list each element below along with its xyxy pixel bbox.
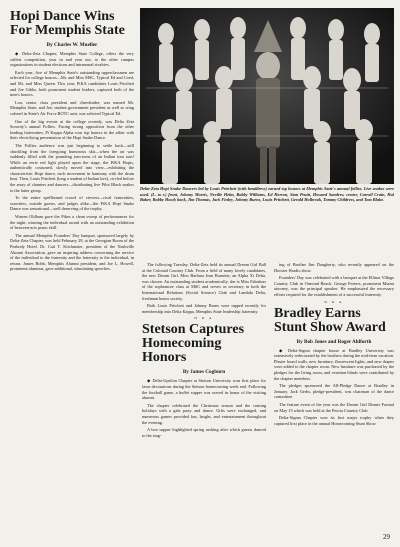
article-stetson-paragraph: ◆ Delta-Upsilon Chapter at Stetson University won first place for lawn decorations during the Stetson homecoming week end. Following the football game, a buffet supper was served in honor of the visiting alumni. [142, 378, 266, 401]
article-hopi-paragraph: Each year, five of Memphis State's outstanding upperclassmen are selected for college honors—Mr. and Miss MSC, Typical Ed and Coed, and Mr. and Miss Queen. This year, PiKA candidates Louis Pritchett and Joe Gibbs, both prominent student leaders, captured both of the men's honors. [10, 69, 134, 98]
article-hopi-paragraph: Warren Oldham gave the Pikes a clean sweep of performances for the night, winning the individual award with an outstanding exhibition of between-acts piano skill. [10, 214, 134, 231]
article-hopi-continued-paragraph: The following Tuesday, Delta-Zeta held its annual Dream Girl Ball at the Colonial Country Club. From a field of many lovely candidates, the new Dream Girl, Miss Barbara Jean Burnette, an Alpha Xi Delta, was chosen. An outstanding student academically, she is Miss Fabulous of the sophomore class at MSC and serves as secretary in both the International Relations (Social Science) Club and Lambda Delta, freshman honor society. [142, 262, 266, 301]
article-bradley-headline: Bradley Earns Stunt Show Award [274, 305, 386, 335]
article-stetson-paragraph: The chapter celebrated the Christmas season and the coming holidays with a gala party and dance. Gifts were exchanged, and numerous games provided fun, laughs, and entertainment throughout the evening. [142, 402, 266, 425]
article-stetson-continued-paragraph: ing of Brother Jim Daugherty, who recently appeared on the Hoosier Hradio show. [274, 262, 394, 273]
article-hopi-paragraph: One of the big events at the college recently, was Delta Zeta Sorority's annual Follies. Facing strong opposition from the other leading fraternities, Pi Kappa Alpha won top honors in the affair with their electrifying presentation of the Hopi Snake Dance. [10, 118, 134, 141]
photo-caption: Delta-Zeta Hopi Snake Dancers led by Louis Pritchett (with headdress) earned top honors at Memphis State's annual follies. Live snakes were used. (L. to r.) front, Johnny Morris, Neville Helm, Bobby Williams, Ed Herron, Stan Pruitt, Howard Sanders; center, Carroll Crain, Hal Baker, Bobby Hood; back, Jim Thomas, Jack Finley, Johnny Burns, Louis Pritchett, Gerald Holbrook, Tommy Childress, and Tom Blake. [140, 186, 394, 203]
column-left [10, 10, 134, 530]
column-middle [142, 262, 266, 532]
article-stetson-byline: By James Cogburn [182, 369, 226, 376]
article-bradley-paragraph: ◆ Delta-Sigma chapter house at Bradley University was extensively redecorated by the brothers during the mid-term vacation. Plaster board walls, new furniture, fluorescent lights, and new drapes were added to the chapter room. New furniture was purchased by the pledges for the living room, and venetian blinds were contributed by the chapter members. [274, 347, 394, 381]
article-hopi-paragraph: Lou, senior class president and cheerleader, was named Mr. Memphis State; and Joe, student government president as well as wing colonel in State's Air Force ROTC unit, was selected Typical Ed. [10, 99, 134, 116]
article-hopi-headline: Hopi Dance Wins For Memphis State [10, 10, 125, 38]
article-hopi-paragraph: The Follies audience was just beginning to settle back—still chuckling from the foregoing humorous skit—when the air was suddenly filled with the pounding tom-toms of an Indian tom tom! While an eerie red light played upon the stage, the PiKA Hopis, authentically costumed, slowly moved into view—exhibiting the characteristic Hopi dance, each movement in harmony with the drum beat. Then, Louis Pritchett (long a student of Indian lore), circled before the array of chanters and dancers—distributing live Pilot Black snakes to the latter group. [10, 142, 134, 193]
article-hopi-paragraph: To the entire spellbound crowd of viewers—rival fraternities, sororities, outside guests, and judges alike—the PiKA Hopi Snake Dance was sensational—well deserving of the trophy. [10, 195, 134, 212]
page-number: 29 [383, 533, 390, 541]
article-hopi-continued-paragraph: Both Louis Pritchett and Johnny Burns were tapped recently for membership into Delta Kappa, Memphis State leadership fraternity. [142, 303, 266, 314]
hopi-dancers-photo [140, 8, 394, 184]
article-bradley-byline: By Bob Jones and Roger Ahlforth [296, 338, 372, 345]
hopi-dancers-illustration [140, 8, 394, 184]
column-right [274, 262, 394, 532]
article-hopi-paragraph: ◆ Delta-Zeta Chapter, Memphis State College, offers the very stiffest competition, year in and year out, to the other campus organizations in student elections and intramural rivalries. [10, 51, 134, 68]
article-stetson-headline: Stetson Captures Homecoming Honors [142, 322, 245, 366]
article-stetson-continued-paragraph: Founders' Day was celebrated with a banquet at the Ellinor Village Country Club in Ormond Beach. George Feeters, prominent Miami attorney, was the principal speaker. He emphasized the necessary efforts required for the establishment of a successful fraternity. [274, 275, 394, 297]
article-stetson-paragraph: A box supper highlighted spring rushing after which guests danced to the sing- [142, 427, 266, 438]
article-bradley-paragraph: Delta-Sigma Chapter won its first major trophy when they captured first place in the annual Homecoming Stunt Show. [274, 415, 394, 426]
article-bradley-paragraph: The feature event of the year was the Dream Girl Dinner Formal on May 15 which was held at the Peoria Country Club. [274, 401, 394, 413]
section-separator: D K A [324, 299, 344, 304]
section-separator: D K A [194, 316, 214, 321]
article-hopi-paragraph: The annual Memphis Founders' Day banquet, sponsored largely by Delta-Zeta Chapter, was held February 28, at the Georgian Room of the Peabody Hotel. Dr. Carl T. Kitchmaier, president of the Nashville Alumni Association, gave an inspiring address concerning the service of the individual to the fraternity and the fraternity to the individual, in return. James Bobb, Memphis Alumni president, and Joe L. Howell, prominent alumnus, gave additional, stimulating speeches. [10, 232, 134, 272]
article-bradley-paragraph: The pledges sponsored the All-Pledge Dance at Bradley in January. Jack Gerbs, pledge-president, was chairman of the dance committee. [274, 383, 394, 400]
article-hopi-byline: By Charles W. Mueller [46, 42, 98, 48]
